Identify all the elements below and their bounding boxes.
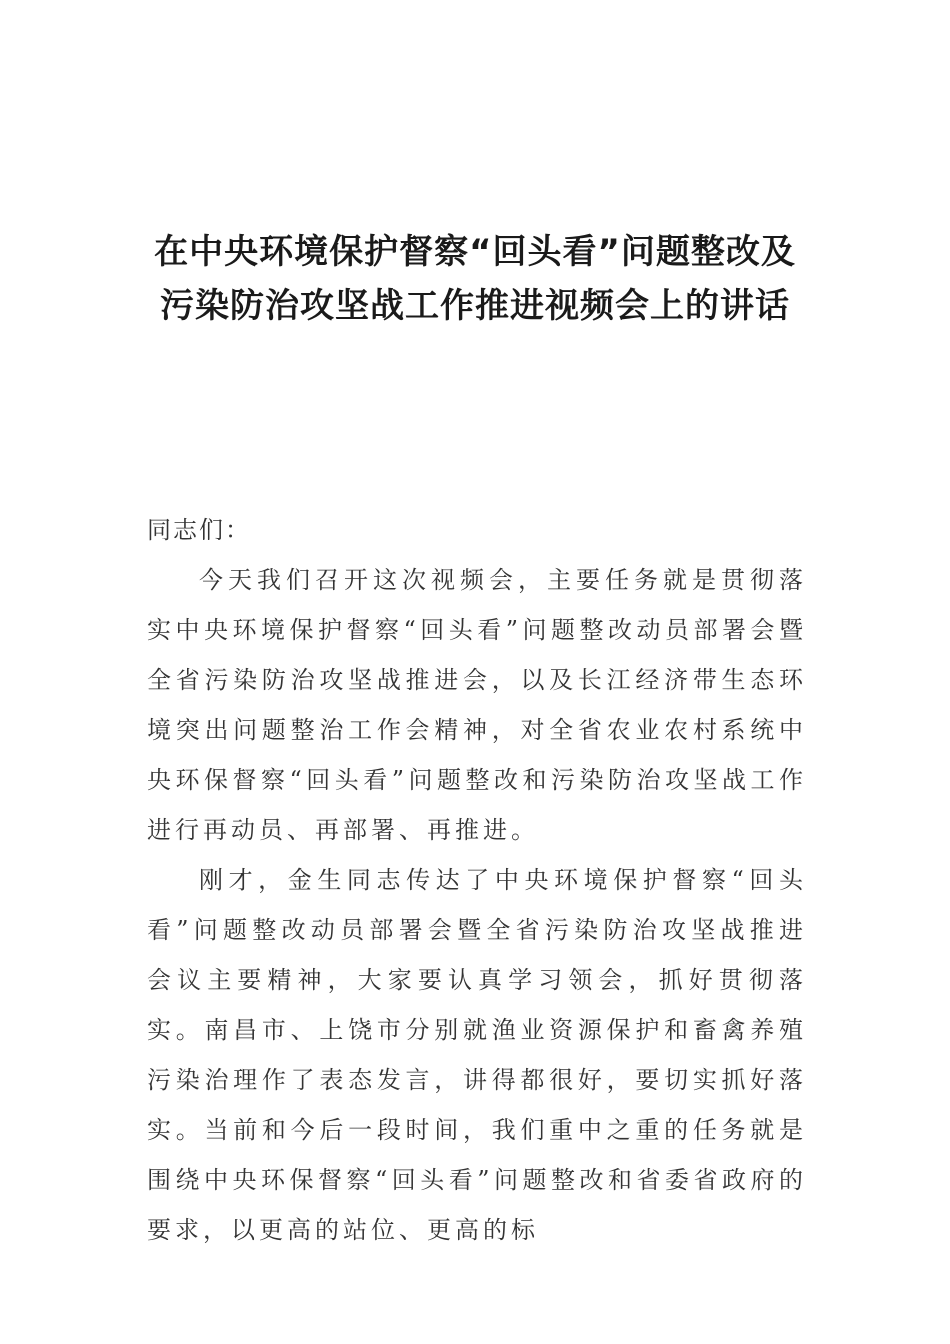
- greeting: 同志们：: [147, 516, 251, 544]
- paragraph-1: 今天我们召开这次视频会，主要任务就是贯彻落实中央环境保护督察“回头看”问题整改动员部署会暨全省污染防治攻坚战推进会，以及长江经济带生态环境突出问题整治工作会精神，对全省农业农村系统中央环保督察“回头看”问题整改和污染防治攻坚战工作进行再动员、再部署、再推进。: [147, 566, 807, 844]
- paragraph-2: 刚才，金生同志传达了中央环境保护督察“回头看”问题整改动员部署会暨全省污染防治攻坚战推进会议主要精神，大家要认真学习领会，抓好贯彻落实。南昌市、上饶市分别就渔业资源保护和畜禽养殖污染治理作了表态发言，讲得都很好，要切实抓好落实。当前和今后一段时间，我们重中之重的任务就是围绕中央环保督察“回头看”问题整改和省委省政府的要求，以更高的站位、更高的标: [147, 866, 807, 1244]
- document-body: [147, 505, 807, 1255]
- document-title: 在中央环境保护督察“回头看”问题整改及污染防治攻坚战工作推进视频会上的讲话: [154, 232, 796, 326]
